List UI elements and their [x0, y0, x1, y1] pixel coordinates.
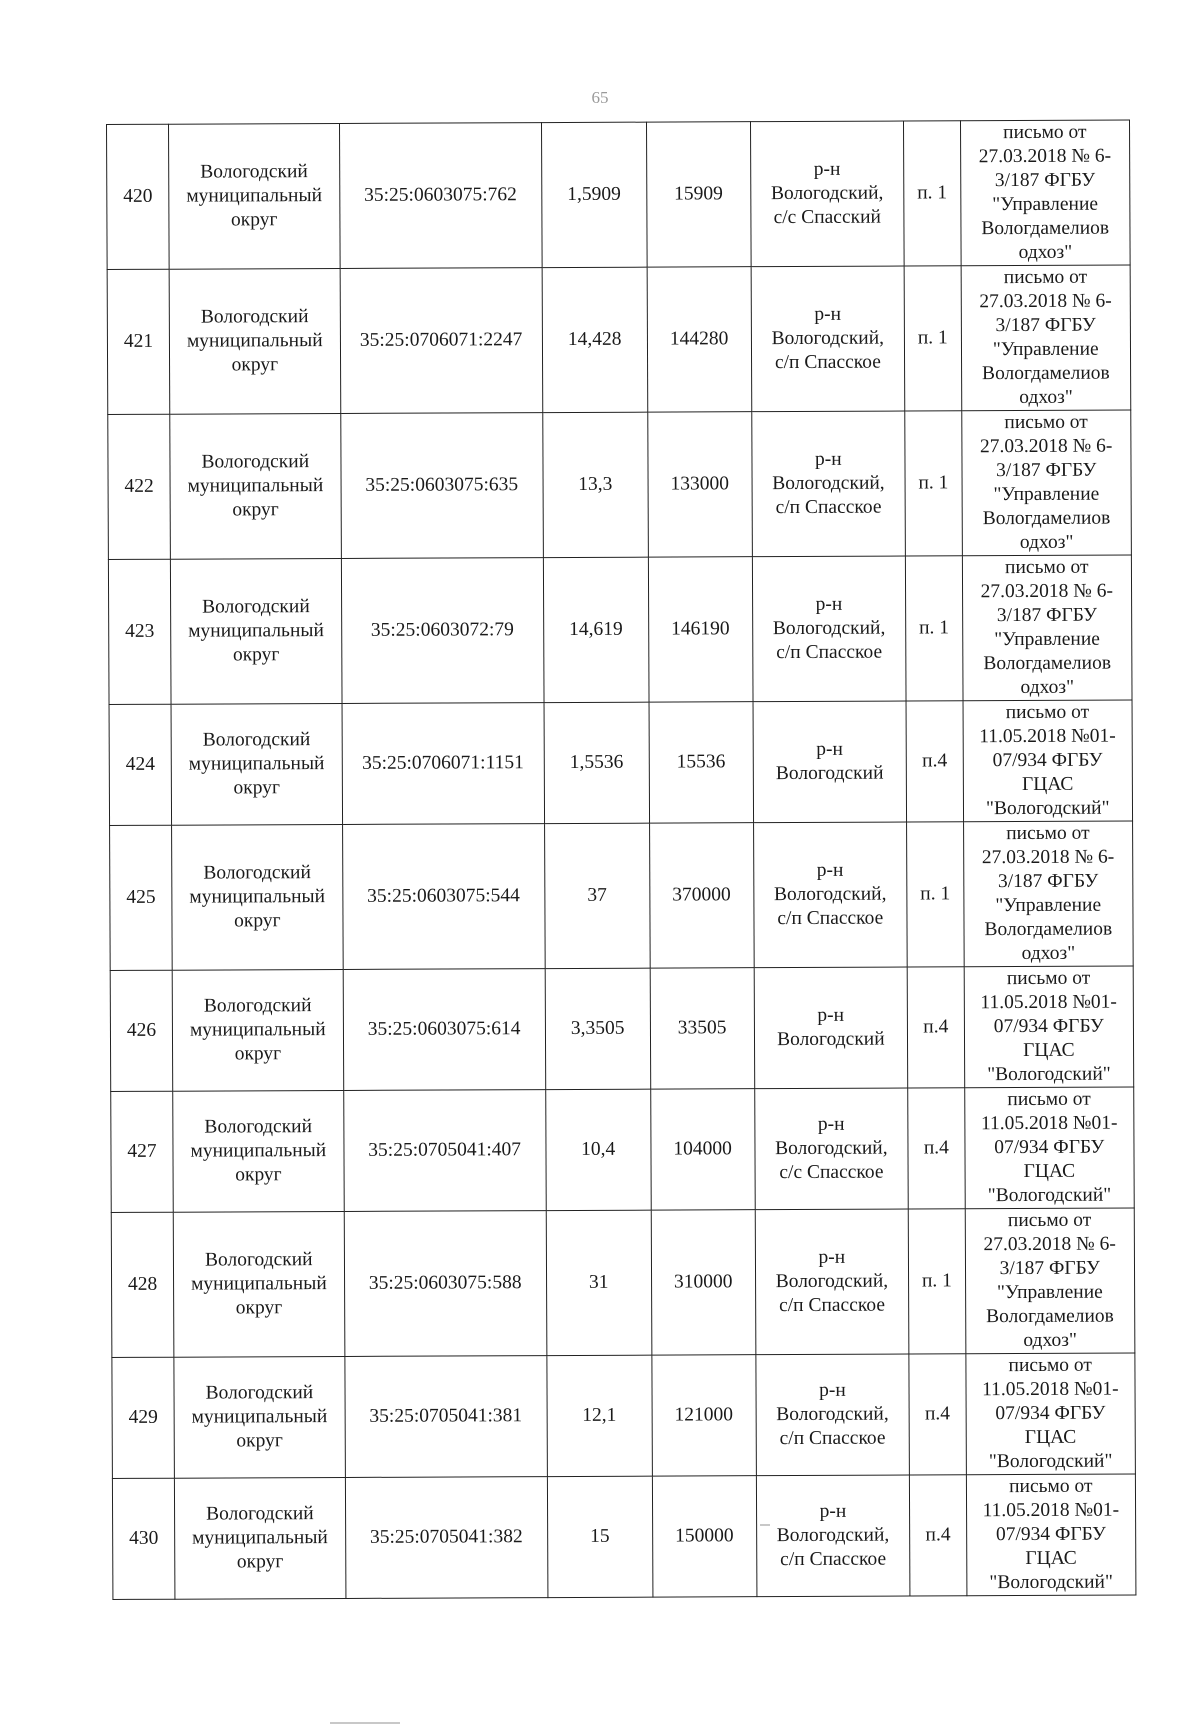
location-cell-line: Вологодский,: [772, 472, 885, 495]
owner-cell-line: округ: [236, 1551, 284, 1573]
owner-cell-line: муниципальный: [191, 1406, 328, 1428]
location-cell-line: Вологодский,: [772, 617, 886, 640]
note-cell-line: 27.03.2018 № 6-: [980, 580, 1114, 603]
note-cell: [964, 1087, 1134, 1209]
location-cell: [752, 556, 906, 702]
cadastral-number: 35:25:0706071:2247: [340, 268, 543, 414]
location-cell: [751, 266, 905, 412]
note-cell: [965, 1353, 1135, 1475]
note-cell-line: "Вологодский": [987, 1063, 1111, 1086]
location-cell-line: Вологодский,: [771, 327, 885, 350]
page-number: 65: [591, 88, 609, 107]
row-number: 421: [107, 269, 170, 414]
location-cell-line: с/п Спасское: [779, 1427, 886, 1450]
clause-cell: п.4: [907, 967, 964, 1088]
location-cell: [751, 411, 905, 557]
owner-cell: [172, 824, 343, 970]
note-cell-line: "Управление: [992, 193, 1099, 216]
owner-cell-line: муниципальный: [189, 886, 326, 908]
row-number: 426: [110, 970, 173, 1091]
area-hectares: 1,5909: [541, 122, 647, 267]
cadastral-number: 35:25:0705041:407: [343, 1090, 546, 1212]
location-cell-line: с/с Спасское: [779, 1161, 884, 1184]
location-cell-line: с/п Спасское: [774, 351, 881, 374]
owner-cell-line: округ: [232, 499, 279, 521]
owner-cell-line: Вологодский: [202, 596, 310, 618]
owner-cell-line: Вологодский: [203, 862, 311, 884]
owner-cell-line: Вологодский: [206, 1503, 314, 1525]
area-square-meters: 15909: [646, 122, 751, 267]
land-plots-table: [106, 120, 1136, 1600]
cadastral-number: 35:25:0603075:544: [342, 824, 545, 970]
location-cell-line: с/п Спасское: [780, 1548, 887, 1571]
note-cell-line: Вологдамелиов: [983, 652, 1112, 675]
location-cell-line: Вологодский: [777, 1028, 885, 1051]
note-cell-line: письмо от: [1008, 1354, 1092, 1377]
note-cell: [966, 1474, 1136, 1596]
location-cell-line: р-н: [814, 303, 842, 325]
row-number: 430: [112, 1478, 175, 1599]
location-cell: [754, 967, 908, 1089]
location-cell-line: р-н: [816, 738, 843, 760]
clause-cell: п. 1: [906, 556, 963, 701]
row-number: 427: [111, 1091, 174, 1212]
area-square-meters: 104000: [650, 1089, 754, 1210]
note-cell-line: ГЦАС: [1025, 1547, 1077, 1570]
owner-cell-line: муниципальный: [190, 1140, 327, 1162]
owner-cell-line: муниципальный: [186, 330, 323, 352]
location-cell-line: с/п Спасское: [777, 907, 884, 930]
note-cell-line: 3/187 ФГБУ: [999, 1257, 1100, 1280]
location-cell-line: р-н: [813, 158, 841, 180]
cadastral-number: 35:25:0603072:79: [341, 558, 544, 704]
location-cell-line: р-н: [819, 1500, 847, 1522]
table-row: [110, 966, 1134, 1091]
area-square-meters: 15536: [649, 702, 753, 823]
owner-cell-line: Вологодский: [200, 306, 309, 328]
note-cell-line: 07/934 ФГБУ: [993, 1015, 1104, 1038]
owner-cell-line: округ: [234, 1043, 282, 1065]
note-cell-line: ГЦАС: [1024, 1426, 1077, 1449]
table-row: [109, 700, 1133, 825]
note-cell-line: письмо от: [1006, 822, 1090, 845]
row-number: 422: [108, 414, 171, 559]
note-cell-line: одхоз": [1019, 531, 1074, 554]
location-cell-line: Вологодский,: [770, 182, 884, 205]
note-cell-line: "Управление: [996, 1281, 1103, 1304]
row-number: 423: [108, 559, 171, 704]
note-cell: [963, 821, 1133, 967]
note-cell-line: Вологдамелиов: [981, 217, 1110, 240]
clause-cell: п. 1: [908, 1209, 965, 1354]
note-cell-line: 07/934 ФГБУ: [994, 1136, 1105, 1159]
owner-cell-line: Вологодский: [202, 729, 311, 751]
table-row: [107, 265, 1131, 414]
owner-cell-line: Вологодский: [201, 451, 310, 473]
note-cell-line: "Вологодский": [989, 1571, 1113, 1594]
owner-cell-line: округ: [230, 209, 278, 231]
note-cell-line: письмо от: [1005, 701, 1090, 724]
note-cell-line: 11.05.2018 №01-: [982, 1378, 1119, 1401]
note-cell-line: Вологдамелиов: [984, 918, 1113, 941]
area-square-meters: 310000: [651, 1210, 756, 1355]
location-cell-line: с/п Спасское: [775, 496, 882, 519]
cadastral-number: 35:25:0603075:588: [344, 1211, 547, 1357]
table-row: [112, 1353, 1136, 1478]
area-square-meters: 370000: [649, 823, 754, 968]
owner-cell: [171, 703, 342, 825]
location-cell-line: Вологодский: [775, 762, 884, 785]
note-cell-line: письмо от: [1004, 556, 1089, 579]
location-cell-line: Вологодский,: [775, 1137, 888, 1160]
note-cell: [963, 700, 1133, 822]
owner-cell-line: Вологодский: [205, 1382, 314, 1404]
area-hectares: 13,3: [542, 412, 648, 557]
row-number: 425: [110, 825, 173, 970]
row-number: 424: [109, 704, 172, 825]
area-square-meters: 133000: [647, 412, 752, 557]
note-cell-line: одхоз": [1020, 676, 1075, 699]
note-cell: [961, 265, 1131, 411]
note-cell-line: письмо от: [1004, 411, 1088, 434]
clause-cell: п. 1: [904, 121, 961, 266]
note-cell-line: письмо от: [1003, 121, 1087, 144]
location-cell-line: р-н: [816, 859, 844, 881]
area-hectares: 31: [546, 1210, 652, 1355]
note-cell-line: письмо от: [1007, 1088, 1091, 1111]
table-body: [107, 120, 1136, 1599]
clause-cell: п.4: [909, 1354, 966, 1475]
table-row: [108, 410, 1132, 559]
location-cell-line: р-н: [818, 1246, 846, 1268]
table-row: [108, 555, 1132, 704]
clause-cell: п. 1: [907, 822, 964, 967]
owner-cell-line: Вологодский: [203, 995, 312, 1017]
area-hectares: 10,4: [545, 1089, 651, 1210]
table-row: [112, 1474, 1136, 1599]
owner-cell-line: округ: [233, 777, 281, 799]
note-cell-line: письмо от: [1003, 266, 1088, 289]
location-cell: [753, 701, 907, 823]
note-cell: [960, 120, 1130, 266]
location-cell-line: Вологодский,: [773, 883, 887, 906]
location-cell-line: с/п Спасское: [779, 1294, 886, 1317]
note-cell-line: "Управление: [994, 628, 1100, 651]
note-cell-line: Вологдамелиов: [981, 362, 1110, 385]
note-cell-line: 11.05.2018 №01-: [980, 991, 1117, 1014]
cadastral-number: 35:25:0603075:635: [340, 413, 543, 559]
area-hectares: 14,428: [542, 267, 648, 412]
area-square-meters: 150000: [652, 1476, 756, 1597]
note-cell-line: 11.05.2018 №01-: [979, 725, 1116, 748]
note-cell-line: ГЦАС: [1021, 773, 1074, 796]
location-cell: [753, 822, 907, 968]
note-cell-line: 27.03.2018 № 6-: [981, 846, 1115, 869]
clause-cell: п. 1: [905, 411, 962, 556]
note-cell-line: 07/934 ФГБУ: [995, 1402, 1106, 1425]
owner-cell-line: муниципальный: [191, 1273, 327, 1295]
note-cell-line: одхоз": [1018, 241, 1073, 264]
location-cell: [754, 1088, 908, 1210]
owner-cell-line: округ: [234, 910, 281, 932]
table-row: [111, 1087, 1135, 1212]
owner-cell-line: округ: [232, 644, 280, 666]
cadastral-number: 35:25:0603075:762: [339, 123, 542, 269]
area-square-meters: 121000: [652, 1355, 756, 1476]
row-number: 428: [111, 1212, 174, 1357]
owner-cell-line: муниципальный: [187, 475, 324, 497]
scan-mark: [330, 1722, 400, 1724]
location-cell-line: р-н: [815, 593, 843, 615]
note-cell-line: одхоз": [1019, 386, 1073, 409]
note-cell: [965, 1208, 1135, 1354]
note-cell-line: 07/934 ФГБУ: [992, 749, 1103, 772]
owner-cell: [172, 969, 343, 1091]
owner-cell: [174, 1356, 345, 1478]
owner-cell-line: округ: [235, 1164, 282, 1186]
note-cell-line: одхоз": [1023, 1329, 1077, 1352]
note-cell: [961, 410, 1131, 556]
note-cell-line: 27.03.2018 № 6-: [983, 1233, 1116, 1256]
note-cell-line: "Вологодский": [985, 797, 1110, 820]
row-number: 429: [112, 1357, 175, 1478]
note-cell: [962, 555, 1132, 701]
owner-cell-line: Вологодский: [204, 1249, 313, 1271]
note-cell-line: 3/187 ФГБУ: [996, 604, 1098, 627]
owner-cell-line: Вологодский: [200, 161, 308, 183]
cadastral-number: 35:25:0603075:614: [343, 969, 546, 1091]
location-cell-line: р-н: [814, 448, 842, 470]
cadastral-number: 35:25:0705041:382: [345, 1477, 548, 1599]
location-cell-line: Вологодский,: [775, 1270, 889, 1293]
note-cell-line: 27.03.2018 № 6-: [978, 145, 1112, 168]
note-cell-line: письмо от: [1007, 1209, 1092, 1232]
cadastral-number: 35:25:0705041:381: [344, 1356, 547, 1478]
note-cell-line: одхоз": [1021, 942, 1076, 965]
owner-cell: [169, 123, 340, 269]
note-cell-line: письмо от: [1006, 967, 1091, 990]
note-cell-line: "Вологодский": [988, 1450, 1113, 1473]
note-cell-line: 3/187 ФГБУ: [995, 314, 1096, 337]
location-cell-line: Вологодский,: [776, 1524, 890, 1547]
owner-cell-line: муниципальный: [186, 185, 323, 207]
clause-cell: п.4: [910, 1475, 967, 1596]
note-cell-line: Вологдамелиов: [982, 507, 1111, 530]
row-number: 420: [107, 124, 170, 269]
location-cell-line: р-н: [817, 1113, 845, 1135]
clause-cell: п.4: [908, 1088, 965, 1209]
note-cell-line: "Управление: [995, 894, 1102, 917]
owner-cell-line: округ: [235, 1297, 283, 1319]
note-cell-line: "Управление: [992, 338, 1099, 361]
location-cell: [750, 121, 904, 267]
owner-cell-line: муниципальный: [189, 1019, 326, 1041]
location-cell-line: р-н: [819, 1379, 846, 1401]
table-row: [111, 1208, 1135, 1357]
area-hectares: 12,1: [547, 1355, 653, 1476]
note-cell-line: 3/187 ФГБУ: [996, 459, 1097, 482]
note-cell-line: 3/187 ФГБУ: [994, 169, 1096, 192]
location-cell-line: с/с Спасский: [773, 206, 881, 229]
note-cell-line: 07/934 ФГБУ: [995, 1523, 1107, 1546]
location-cell-line: с/п Спасское: [776, 641, 883, 664]
scan-mark: [760, 1524, 770, 1526]
location-cell: [755, 1354, 909, 1476]
owner-cell-line: округ: [231, 354, 279, 376]
area-square-meters: 146190: [648, 557, 753, 702]
note-cell-line: ГЦАС: [1023, 1160, 1076, 1183]
owner-cell: [169, 268, 340, 414]
owner-cell: [173, 1211, 344, 1357]
table-row: [107, 120, 1131, 269]
location-cell: [756, 1475, 910, 1597]
area-hectares: 3,3505: [545, 968, 651, 1089]
note-cell-line: "Вологодский": [987, 1184, 1112, 1207]
owner-cell-line: муниципальный: [188, 753, 325, 775]
area-hectares: 15: [547, 1476, 653, 1597]
note-cell-line: 11.05.2018 №01-: [982, 1499, 1120, 1522]
note-cell-line: ГЦАС: [1023, 1039, 1075, 1062]
location-cell-line: Вологодский,: [776, 1403, 889, 1426]
area-square-meters: 33505: [650, 968, 754, 1089]
note-cell: [964, 966, 1134, 1088]
location-cell: [755, 1209, 909, 1355]
owner-cell-line: округ: [236, 1430, 283, 1452]
area-hectares: 14,619: [543, 557, 649, 702]
owner-cell: [175, 1477, 346, 1599]
cadastral-number: 35:25:0706071:1151: [342, 703, 545, 825]
note-cell-line: "Управление: [993, 483, 1100, 506]
owner-cell: [170, 558, 341, 704]
owner-cell-line: муниципальный: [192, 1527, 328, 1549]
owner-cell: [170, 413, 341, 559]
clause-cell: п.4: [906, 701, 963, 822]
note-cell-line: 3/187 ФГБУ: [997, 870, 1099, 893]
area-hectares: 1,5536: [544, 702, 650, 823]
note-cell-line: письмо от: [1009, 1475, 1093, 1498]
note-cell-line: 27.03.2018 № 6-: [979, 435, 1113, 458]
area-hectares: 37: [544, 823, 650, 968]
owner-cell-line: муниципальный: [188, 620, 324, 642]
note-cell-line: 27.03.2018 № 6-: [979, 290, 1112, 313]
location-cell-line: р-н: [817, 1004, 845, 1026]
note-cell-line: Вологдамелиов: [986, 1305, 1114, 1328]
table-row: [110, 821, 1134, 970]
clause-cell: п. 1: [904, 266, 961, 411]
owner-cell-line: Вологодский: [204, 1116, 313, 1138]
note-cell-line: 11.05.2018 №01-: [980, 1112, 1118, 1135]
owner-cell: [173, 1090, 344, 1212]
area-square-meters: 144280: [647, 267, 752, 412]
